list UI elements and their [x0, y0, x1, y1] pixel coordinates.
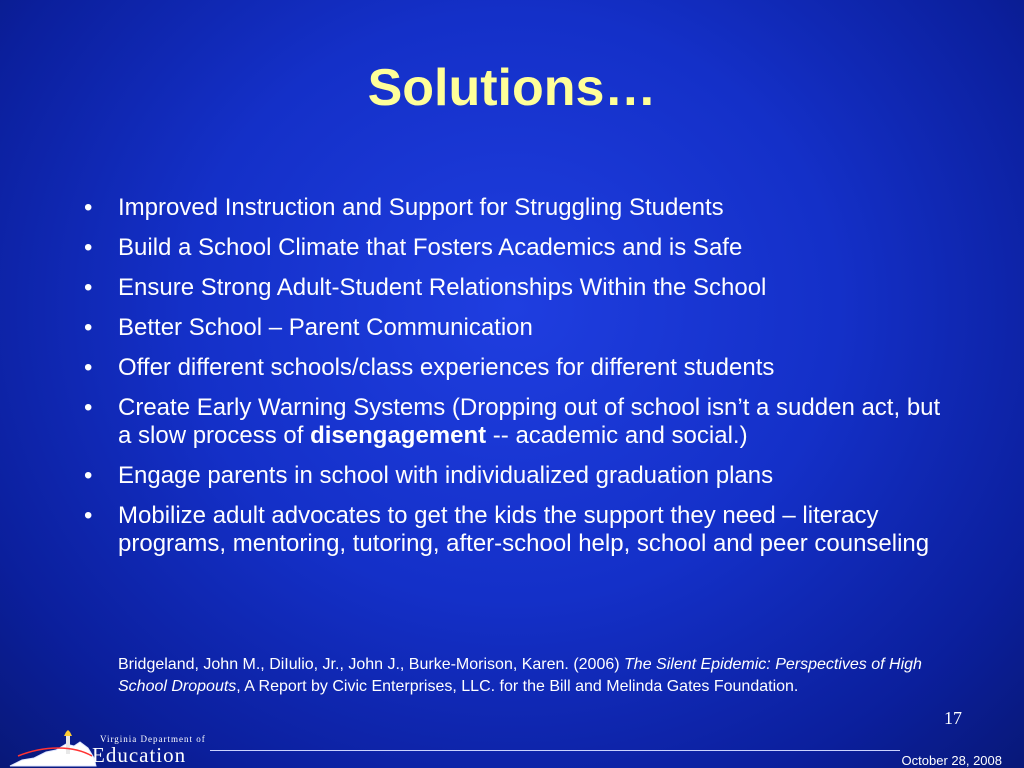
bullet-item	[80, 234, 960, 262]
bullet-dot: •	[84, 502, 93, 529]
bullet-dot: •	[84, 314, 93, 341]
bullet-item	[80, 274, 960, 302]
bullet-item	[80, 462, 960, 490]
page-number: 17	[944, 708, 962, 728]
bullet-dot: •	[84, 354, 93, 381]
citation-authors: Bridgeland, John M., DiIulio, Jr., John J., Burke-Morison, Karen. (2006)	[118, 656, 625, 673]
bullet-text-before: Create Early Warning Systems (Dropping out of school isn’t a sudden act, but a slow process of	[118, 394, 941, 449]
footer-divider	[210, 750, 900, 751]
bullet-item	[80, 314, 960, 342]
bullet-dot: •	[84, 394, 93, 421]
bullet-dot: •	[84, 194, 93, 221]
bullet-text-bold: disengagement	[310, 422, 487, 449]
bullet-text: Ensure Strong Adult-Student Relationships Within the School	[118, 274, 767, 301]
bullet-text: Improved Instruction and Support for Struggling Students	[118, 194, 724, 221]
virginia-map-torch-icon	[8, 730, 98, 768]
bullet-item	[80, 194, 960, 222]
citation-title: The Silent Epidemic: Perspectives of High School Dropouts	[118, 656, 922, 695]
bullet-text-after: -- academic and social.)	[486, 422, 748, 449]
bullet-text: Build a School Climate that Fosters Academics and is Safe	[118, 234, 743, 261]
bullet-list	[80, 194, 960, 570]
vdoe-logo	[8, 726, 213, 768]
bullet-text: Offer different schools/class experiences for different students	[118, 354, 775, 381]
footer-date: October 28, 2008	[901, 753, 1002, 768]
bullet-dot: •	[84, 274, 93, 301]
citation	[118, 654, 948, 698]
bullet-text: Better School – Parent Communication	[118, 314, 533, 341]
bullet-text: Mobilize adult advocates to get the kids the support they need – literacy programs, mentoring, tutoring, after-school help, school and peer counseling	[118, 502, 930, 557]
logo-main-text: Education	[92, 743, 187, 767]
bullet-item	[80, 394, 960, 450]
logo-top-text: Virginia Department of	[100, 734, 206, 744]
bullet-dot: •	[84, 462, 93, 489]
bullet-item	[80, 502, 960, 558]
bullet-item	[80, 354, 960, 382]
slide-title: Solutions…	[367, 59, 657, 117]
bullet-dot: •	[84, 234, 93, 261]
bullet-text: Engage parents in school with individualized graduation plans	[118, 462, 774, 489]
citation-rest: , A Report by Civic Enterprises, LLC. for the Bill and Melinda Gates Foundation.	[236, 678, 799, 695]
